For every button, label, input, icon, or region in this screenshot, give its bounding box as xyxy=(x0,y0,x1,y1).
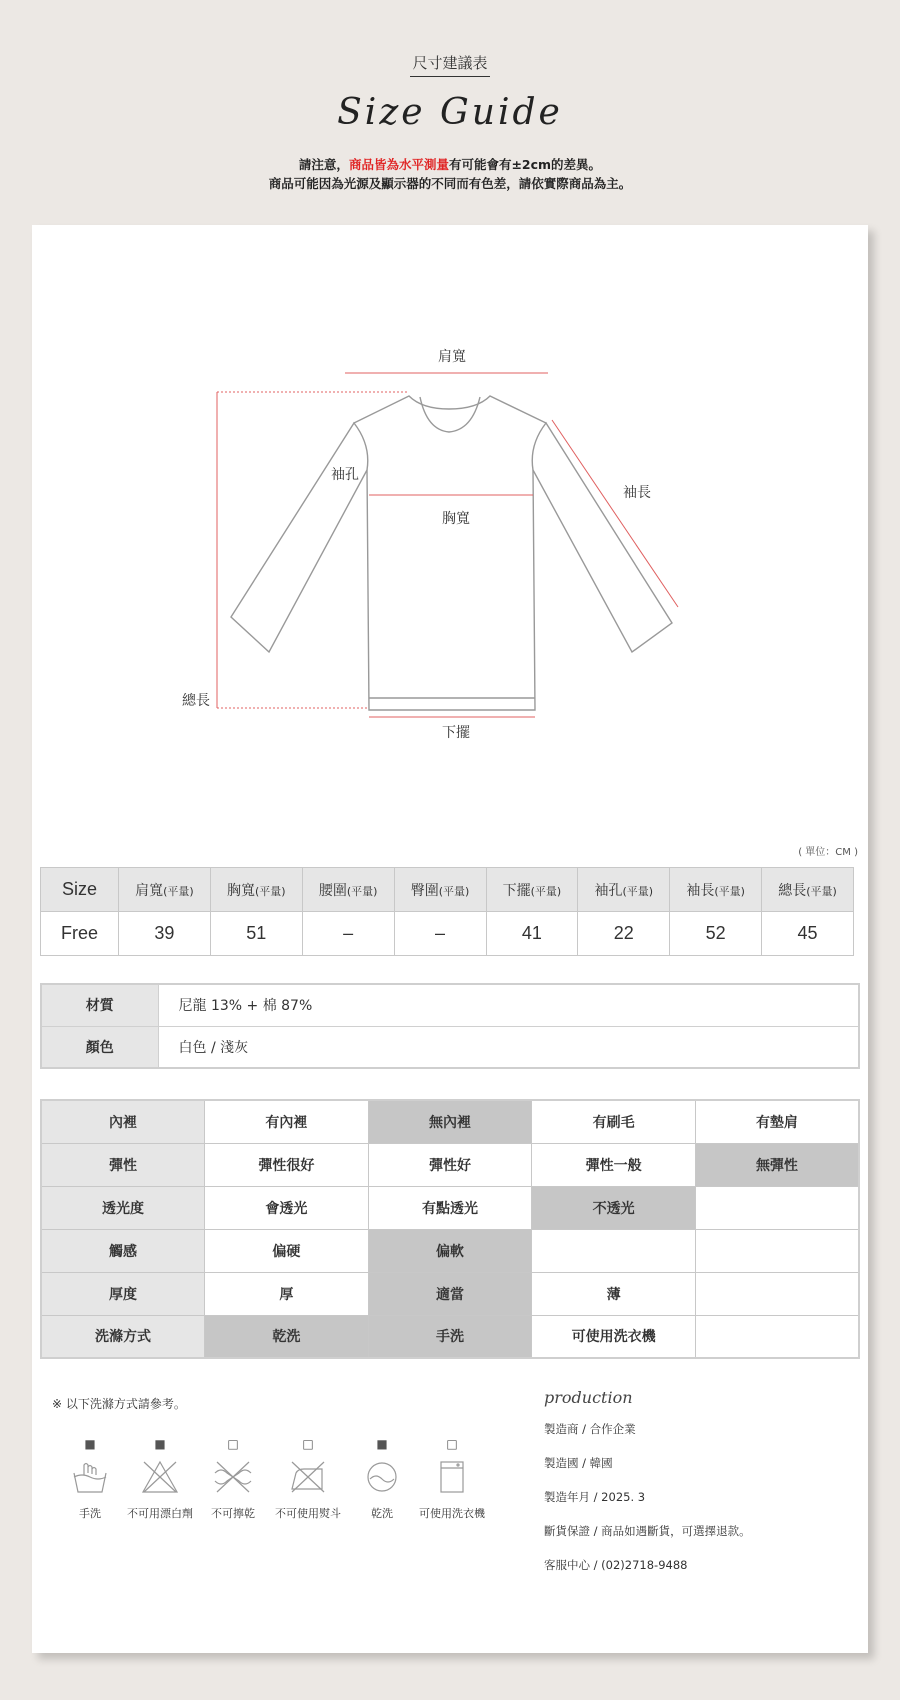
hand-wash-icon xyxy=(70,1459,110,1495)
feature-label: 洗滌方式 xyxy=(41,1315,205,1358)
table-row xyxy=(41,1143,859,1186)
care-mark: ■ xyxy=(154,1437,166,1451)
table-row xyxy=(41,984,859,1026)
feature-option: 偏硬 xyxy=(205,1229,369,1272)
table-row xyxy=(41,1186,859,1229)
col-header: 胸寬(平量) xyxy=(210,868,302,912)
measurement-notice: 請注意，商品皆為水平測量有可能會有±2cm的差異。 商品可能因為光源及顯示器的不同而有色差，請依實際商品為主。 xyxy=(268,157,632,191)
care-item-no-iron xyxy=(268,1435,348,1521)
col-header: 肩寬(平量) xyxy=(119,868,211,912)
care-label: 乾洗 xyxy=(371,1507,393,1520)
feature-option: 彈性很好 xyxy=(205,1143,369,1186)
color-value: 白色 / 淺灰 xyxy=(158,1026,859,1068)
size-cell: Free xyxy=(41,912,119,956)
care-icons xyxy=(50,1435,485,1545)
value-cell: 41 xyxy=(486,912,578,956)
care-label: 可使用洗衣機 xyxy=(419,1507,485,1520)
col-header: 總長(平量) xyxy=(762,868,854,912)
feature-option: 可使用洗衣機 xyxy=(532,1315,696,1358)
col-header: 腰圍(平量) xyxy=(302,868,394,912)
feature-option: 會透光 xyxy=(205,1186,369,1229)
production-line: 斷貨保證 / 商品如遇斷貨，可選擇退款。 xyxy=(544,1524,751,1538)
feature-label: 彈性 xyxy=(41,1143,205,1186)
sweater-outline-icon xyxy=(32,225,868,845)
care-label: 不可用漂白劑 xyxy=(127,1507,193,1520)
no-iron-icon xyxy=(288,1459,328,1495)
label-length: 總長 xyxy=(182,693,210,709)
feature-option-selected: 無彈性 xyxy=(695,1143,859,1186)
feature-option xyxy=(695,1229,859,1272)
feature-option: 有內裡 xyxy=(205,1100,369,1143)
feature-option xyxy=(695,1186,859,1229)
care-label: 不可使用熨斗 xyxy=(275,1507,341,1520)
no-wring-icon xyxy=(213,1459,253,1495)
no-bleach-icon xyxy=(140,1459,180,1495)
feature-label: 厚度 xyxy=(41,1272,205,1315)
feature-label: 觸感 xyxy=(41,1229,205,1272)
color-label: 顏色 xyxy=(41,1026,158,1068)
feature-option-selected: 無內裡 xyxy=(368,1100,532,1143)
value-cell: – xyxy=(394,912,486,956)
feature-option: 有墊肩 xyxy=(695,1100,859,1143)
feature-option xyxy=(532,1229,696,1272)
header-subtitle: 尺寸建議表 xyxy=(0,52,900,77)
feature-option-selected: 不透光 xyxy=(532,1186,696,1229)
feature-option: 薄 xyxy=(532,1272,696,1315)
material-label: 材質 xyxy=(41,984,158,1026)
feature-option: 厚 xyxy=(205,1272,369,1315)
feature-table xyxy=(40,1099,860,1359)
feature-option-selected: 乾洗 xyxy=(205,1315,369,1358)
feature-option: 彈性一般 xyxy=(532,1143,696,1186)
feature-option xyxy=(695,1272,859,1315)
material-value: 尼龍 13% + 棉 87% xyxy=(158,984,859,1026)
care-item-no-wring xyxy=(193,1435,273,1521)
table-row xyxy=(41,1315,859,1358)
label-sleeve: 袖長 xyxy=(623,485,651,501)
col-header: 下擺(平量) xyxy=(486,868,578,912)
care-label: 手洗 xyxy=(79,1507,101,1520)
table-row xyxy=(41,912,854,956)
size-guide-card xyxy=(32,225,868,1653)
label-hem: 下擺 xyxy=(442,725,470,741)
feature-option-selected: 手洗 xyxy=(368,1315,532,1358)
label-shoulder: 肩寬 xyxy=(438,349,466,365)
value-cell: 52 xyxy=(670,912,762,956)
value-cell: – xyxy=(302,912,394,956)
material-table xyxy=(40,983,860,1069)
feature-option: 有刷毛 xyxy=(532,1100,696,1143)
table-row xyxy=(41,1100,859,1143)
production-line: 客服中心 / (02)2718-9488 xyxy=(544,1558,688,1572)
table-row xyxy=(41,1026,859,1068)
feature-label: 內裡 xyxy=(41,1100,205,1143)
production-title: production xyxy=(544,1388,633,1407)
notice-highlight: 商品皆為水平測量 xyxy=(348,157,449,172)
production-line: 製造商 / 合作企業 xyxy=(544,1422,636,1436)
care-note: ※ 以下洗滌方式請參考。 xyxy=(52,1397,186,1411)
label-chest: 胸寬 xyxy=(442,511,470,527)
feature-option: 有點透光 xyxy=(368,1186,532,1229)
feature-option-selected: 適當 xyxy=(368,1272,532,1315)
production-line: 製造年月 / 2025. 3 xyxy=(544,1490,646,1504)
col-header: 臀圍(平量) xyxy=(394,868,486,912)
care-mark: □ xyxy=(302,1437,314,1451)
feature-label: 透光度 xyxy=(41,1186,205,1229)
value-cell: 45 xyxy=(762,912,854,956)
feature-option-selected: 偏軟 xyxy=(368,1229,532,1272)
care-item-machine-wash xyxy=(412,1435,492,1521)
feature-option xyxy=(695,1315,859,1358)
table-row xyxy=(41,1229,859,1272)
label-armhole: 袖孔 xyxy=(331,467,359,483)
garment-diagram xyxy=(32,225,868,845)
dry-clean-icon xyxy=(362,1459,402,1495)
care-label: 不可擰乾 xyxy=(211,1507,255,1520)
col-header: 袖孔(平量) xyxy=(578,868,670,912)
care-item-no-bleach xyxy=(120,1435,200,1521)
value-cell: 51 xyxy=(210,912,302,956)
size-table-header xyxy=(41,868,854,912)
feature-option: 彈性好 xyxy=(368,1143,532,1186)
col-header: 袖長(平量) xyxy=(670,868,762,912)
size-table xyxy=(40,867,854,956)
care-mark: □ xyxy=(227,1437,239,1451)
feature-table-body xyxy=(41,1100,859,1358)
production-info xyxy=(544,1388,854,1591)
care-item-hand-wash xyxy=(50,1435,130,1521)
value-cell: 22 xyxy=(578,912,670,956)
care-mark: ■ xyxy=(376,1437,388,1451)
size-header: Size xyxy=(41,868,119,912)
care-mark: □ xyxy=(446,1437,458,1451)
care-item-dry-clean xyxy=(342,1435,422,1521)
table-row xyxy=(41,1272,859,1315)
page-title: Size Guide xyxy=(337,92,563,133)
machine-wash-icon xyxy=(432,1459,472,1495)
care-mark: ■ xyxy=(84,1437,96,1451)
value-cell: 39 xyxy=(119,912,211,956)
unit-note: ( 單位：CM ) xyxy=(798,847,858,858)
production-line: 製造國 / 韓國 xyxy=(544,1456,613,1470)
